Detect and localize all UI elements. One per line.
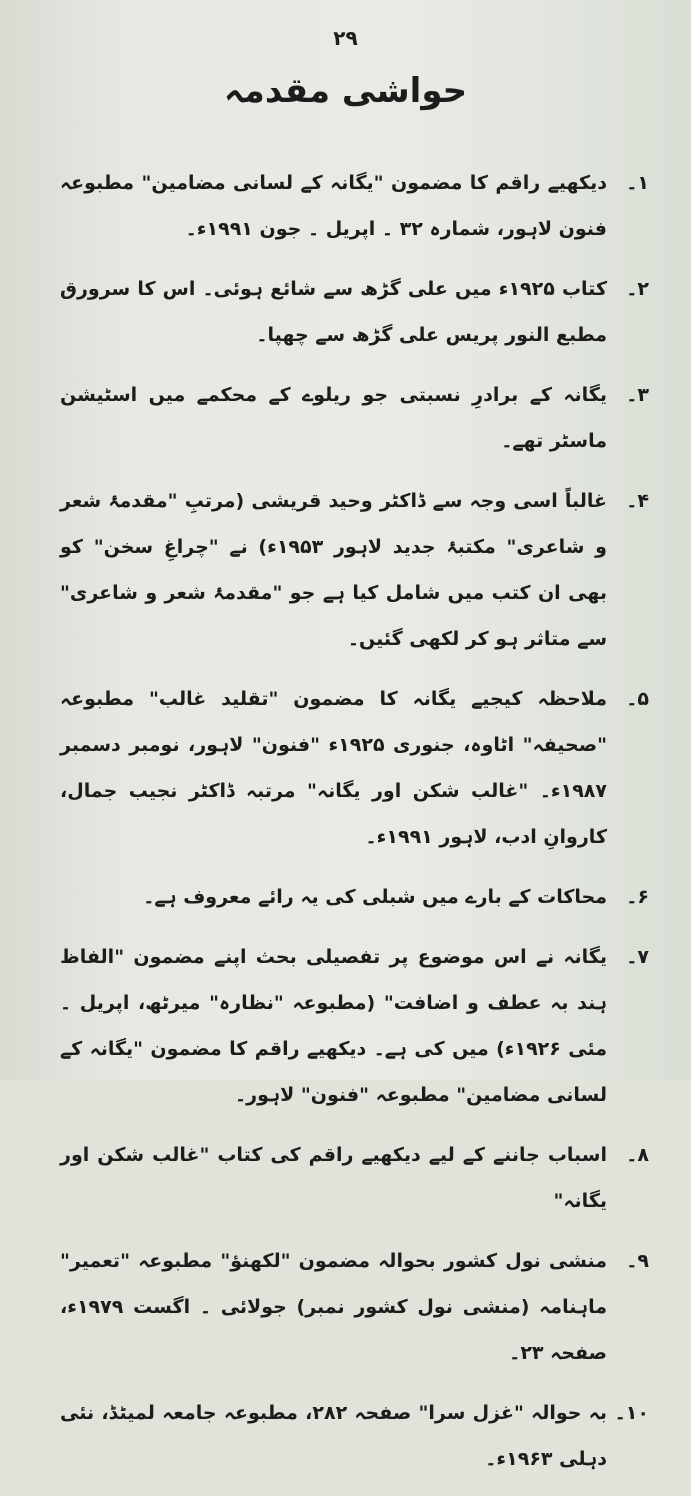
note-number: ۷۔	[626, 946, 649, 968]
note-6	[60, 874, 649, 920]
note-text: اسباب جاننے کے لیے دیکھیے راقم کی کتاب "غالب شکن اور یگانہ"	[60, 1144, 607, 1212]
note-text: محاکات کے بارے میں شبلی کی یہ رائے معروف ہے۔	[143, 886, 607, 908]
note-8	[60, 1132, 649, 1224]
note-3	[60, 372, 649, 464]
note-text: دیکھیے راقم کا مضمون "یگانہ کے لسانی مضامین" مطبوعہ فنون لاہور، شمارہ ۳۲ ۔ اپریل ۔ جون ۱۹۹۱ء۔	[60, 172, 607, 240]
note-text: غالباً اسی وجہ سے ڈاکٹر وحید قریشی (مرتبِ "مقدمۂ شعر و شاعری" مکتبۂ جدید لاہور ۱۹۵۳ء) نے "چراغِ سخن" کو بھی ان کتب میں شامل کیا ہے جو "مقدمۂ شعر و شاعری" سے متاثر ہو کر لکھی گئیں۔	[60, 490, 607, 650]
notes-list	[60, 160, 649, 1496]
note-text: یگانہ کے برادرِ نسبتی جو ریلوے کے محکمے میں اسٹیشن ماسٹر تھے۔	[60, 384, 607, 452]
note-text: بہ حوالہ "غزل سرا" صفحہ ۲۸۲، مطبوعہ جامعہ لمیٹڈ، نئی دہلی ۱۹۶۳ء۔	[60, 1402, 607, 1470]
note-5	[60, 676, 649, 860]
note-1	[60, 160, 649, 252]
note-number: ۱۰۔	[614, 1402, 649, 1424]
note-7	[60, 934, 649, 1118]
note-number: ۹۔	[626, 1250, 649, 1272]
note-number: ۸۔	[626, 1144, 649, 1166]
note-text: یگانہ نے اس موضوع پر تفصیلی بحث اپنے مضمون "الفاظ ہند بہ عطف و اضافت" (مطبوعہ "نظارہ" میرٹھ، اپریل ۔ مئی ۱۹۲۶ء) میں کی ہے۔ دیکھیے راقم کا مضمون "یگانہ کے لسانی مضامین" مطبوعہ "فنون" لاہور۔	[60, 946, 607, 1106]
note-text: ملاحظہ کیجیے یگانہ کا مضمون "تقلید غالب" مطبوعہ "صحیفہ" اٹاوہ، جنوری ۱۹۲۵ء "فنون" لاہور، نومبر دسمبر ۱۹۸۷ء۔ "غالب شکن اور یگانہ" مرتبہ ڈاکٹر نجیب جمال، کاروانِ ادب، لاہور ۱۹۹۱ء۔	[60, 688, 607, 848]
note-4	[60, 478, 649, 662]
note-number: ۴۔	[626, 490, 649, 512]
note-text: کتاب ۱۹۲۵ء میں علی گڑھ سے شائع ہوئی۔ اس کا سرورق مطبع النور پریس علی گڑھ سے چھپا۔	[60, 278, 607, 346]
note-9	[60, 1238, 649, 1376]
note-2	[60, 266, 649, 358]
note-number: ۶۔	[626, 886, 649, 908]
note-text: منشی نول کشور بحوالہ مضمون "لکھنؤ" مطبوعہ "تعمیر" ماہنامہ (منشی نول کشور نمبر) جولائی ۔ اگست ۱۹۷۹ء، صفحہ ۲۳۔	[60, 1250, 607, 1364]
note-10	[60, 1390, 649, 1482]
page-title: حواشی مقدمہ	[223, 71, 468, 111]
note-number: ۳۔	[626, 384, 649, 406]
note-number: ۲۔	[626, 278, 649, 300]
note-number: ۵۔	[626, 688, 649, 710]
page-number: ۲۹	[333, 26, 358, 50]
note-number: ۱۔	[626, 172, 649, 194]
